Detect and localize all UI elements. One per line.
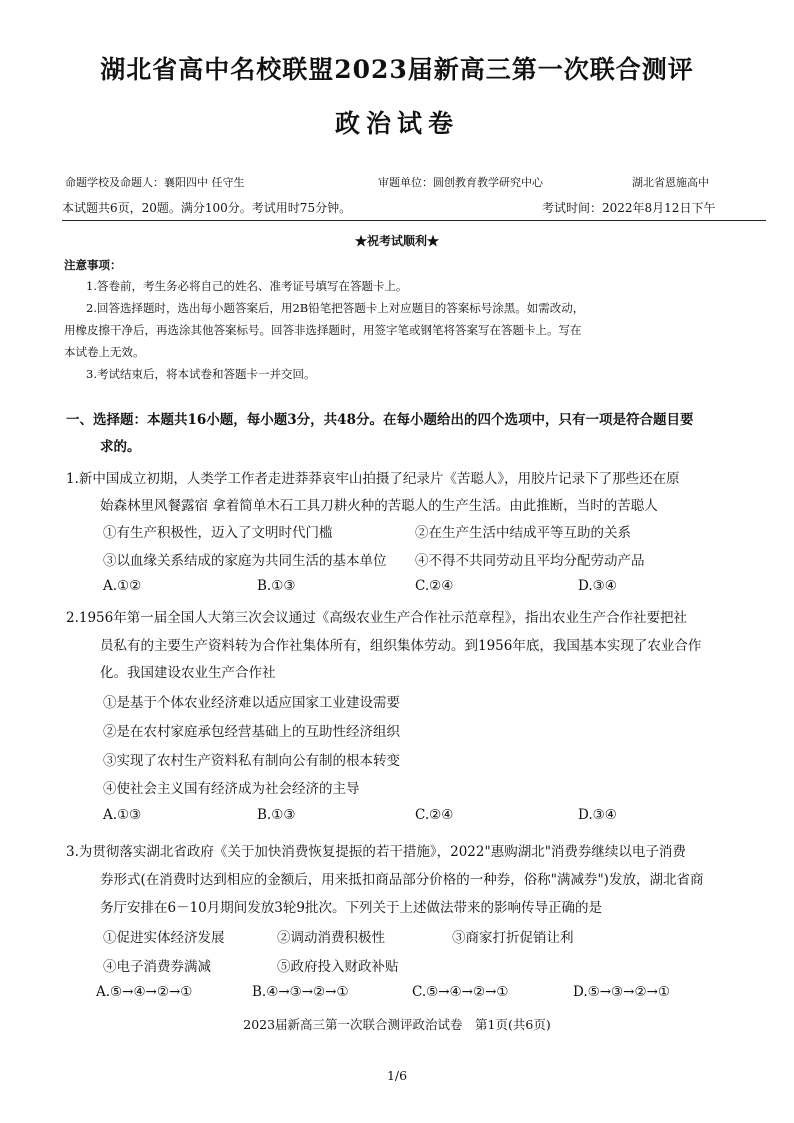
q1-choice-b: B.①③ (257, 578, 296, 594)
notice-item: 用橡皮擦干净后，再选涂其他答案标号。回答非选择题时，用签字笔或钢笔将答案写在答题卡上。写在 (64, 323, 582, 337)
q1-stem: 1.新中国成立初期，人类学工作者走进莽莽哀牢山拍摄了纪录片《苦聪人》，用胶片记录下了那些还在原 (66, 471, 680, 487)
page-number: 1/6 (386, 1068, 408, 1083)
q2-statement: ③实现了农村生产资料私有制向公有制的根本转变 (103, 753, 400, 769)
q1-choice-c: C.②④ (415, 578, 454, 594)
q2-statement: ①是基于个体农业经济难以适应国家工业建设需要 (103, 695, 400, 711)
q3-choice-a: A.⑤→④→②→① (96, 984, 193, 1000)
q1-statement: ②在生产生活中结成平等互助的关系 (415, 525, 631, 541)
q2-choice-d: D.③④ (578, 807, 617, 823)
page-footer: 2023届新高三第一次联合测评政治试卷 第1页(共6页) (243, 1017, 551, 1032)
q1-statement: ①有生产积极性，迈入了文明时代门槛 (103, 525, 333, 541)
q1-statement: ③以血缘关系结成的家庭为共同生活的基本单位 (103, 553, 387, 569)
exam-title: 湖北省高中名校联盟2023届新高三第一次联合测评 (100, 55, 694, 84)
q3-choice-b: B.④→③→②→① (252, 984, 349, 1000)
q2-stem-cont: 员私有的主要生产资料转为合作社集体所有，组织集体劳动。到1956年底，我国基本实现了农业合作 (100, 638, 702, 654)
q3-stem: 3.为贯彻落实湖北省政府《关于加快消费恢复提振的若干措施》，2022"惠购湖北"消费券继续以电子消费 (66, 844, 686, 860)
good-luck-banner: ★祝考试顺利★ (354, 234, 439, 248)
q3-statement: ②调动消费积极性 (277, 930, 385, 946)
q2-statement: ④使社会主义国有经济成为社会经济的主导 (103, 781, 360, 797)
proposer-line: 命题学校及命题人：襄阳四中 任守生 (65, 176, 245, 189)
notice-item: 3.考试结束后，将本试卷和答题卡一并交回。 (86, 367, 316, 381)
q2-statement: ②是在农村家庭承包经营基础上的互助性经济组织 (103, 724, 400, 740)
exam-subtitle: 政治试卷 (334, 109, 459, 138)
q1-statement: ④不得不共同劳动且平均分配劳动产品 (415, 553, 645, 569)
q1-stem-cont: 始森林里风餐露宿 拿着简单木石工具刀耕火种的苦聪人的生产生活。由此推断，当时的苦聪人 (100, 498, 658, 514)
school-line: 湖北省恩施高中 (632, 176, 709, 189)
q3-statement: ③商家打折促销让利 (452, 930, 574, 946)
q1-choice-a: A.①② (103, 578, 142, 594)
section-heading-cont: 求的。 (100, 439, 141, 455)
header-divider (62, 220, 766, 221)
q2-stem: 2.1956年第一届全国人大第三次会议通过《高级农业生产合作社示范章程》，指出农业生产合作社要把社 (66, 610, 687, 626)
reviewer-line: 审题单位：圆创教育教学研究中心 (378, 176, 543, 189)
exam-time: 考试时间：2022年8月12日下午 (542, 201, 716, 215)
q2-stem-cont: 化。我国建设农业生产合作社 (100, 665, 276, 681)
q3-statement: ①促进实体经济发展 (103, 930, 225, 946)
notice-heading: 注意事项： (64, 258, 122, 272)
q1-choice-d: D.③④ (578, 578, 617, 594)
exam-info: 本试题共6页，20题。满分100分。考试用时75分钟。 (62, 201, 352, 215)
notice-item: 本试卷上无效。 (64, 345, 145, 359)
notice-item: 2.回答选择题时，选出每小题答案后，用2B铅笔把答题卡上对应题目的答案标号涂黑。如需改动， (86, 301, 585, 315)
q3-choice-c: C.⑤→④→②→① (412, 984, 509, 1000)
section-heading: 一、选择题：本题共16小题，每小题3分，共48分。在每小题给出的四个选项中，只有一项是符合题目要 (66, 412, 694, 428)
q2-choice-c: C.②④ (415, 807, 454, 823)
q3-statement: ⑤政府投入财政补贴 (277, 959, 399, 975)
q2-choice-a: A.①③ (103, 807, 142, 823)
q2-choice-b: B.①③ (257, 807, 296, 823)
q3-stem-cont: 务厅安排在6－10月期间发放3轮9批次。下列关于上述做法带来的影响传导正确的是 (100, 900, 602, 916)
notice-item: 1.答卷前，考生务必将自己的姓名、准考证号填写在答题卡上。 (86, 279, 408, 293)
q3-statement: ④电子消费券满减 (103, 959, 211, 975)
q3-choice-d: D.⑤→③→②→① (573, 984, 670, 1000)
q3-stem-cont: 券形式(在消费时达到相应的金额后，用来抵扣商品部分价格的一种券，俗称"满减券")发放，湖北省商 (100, 872, 704, 888)
